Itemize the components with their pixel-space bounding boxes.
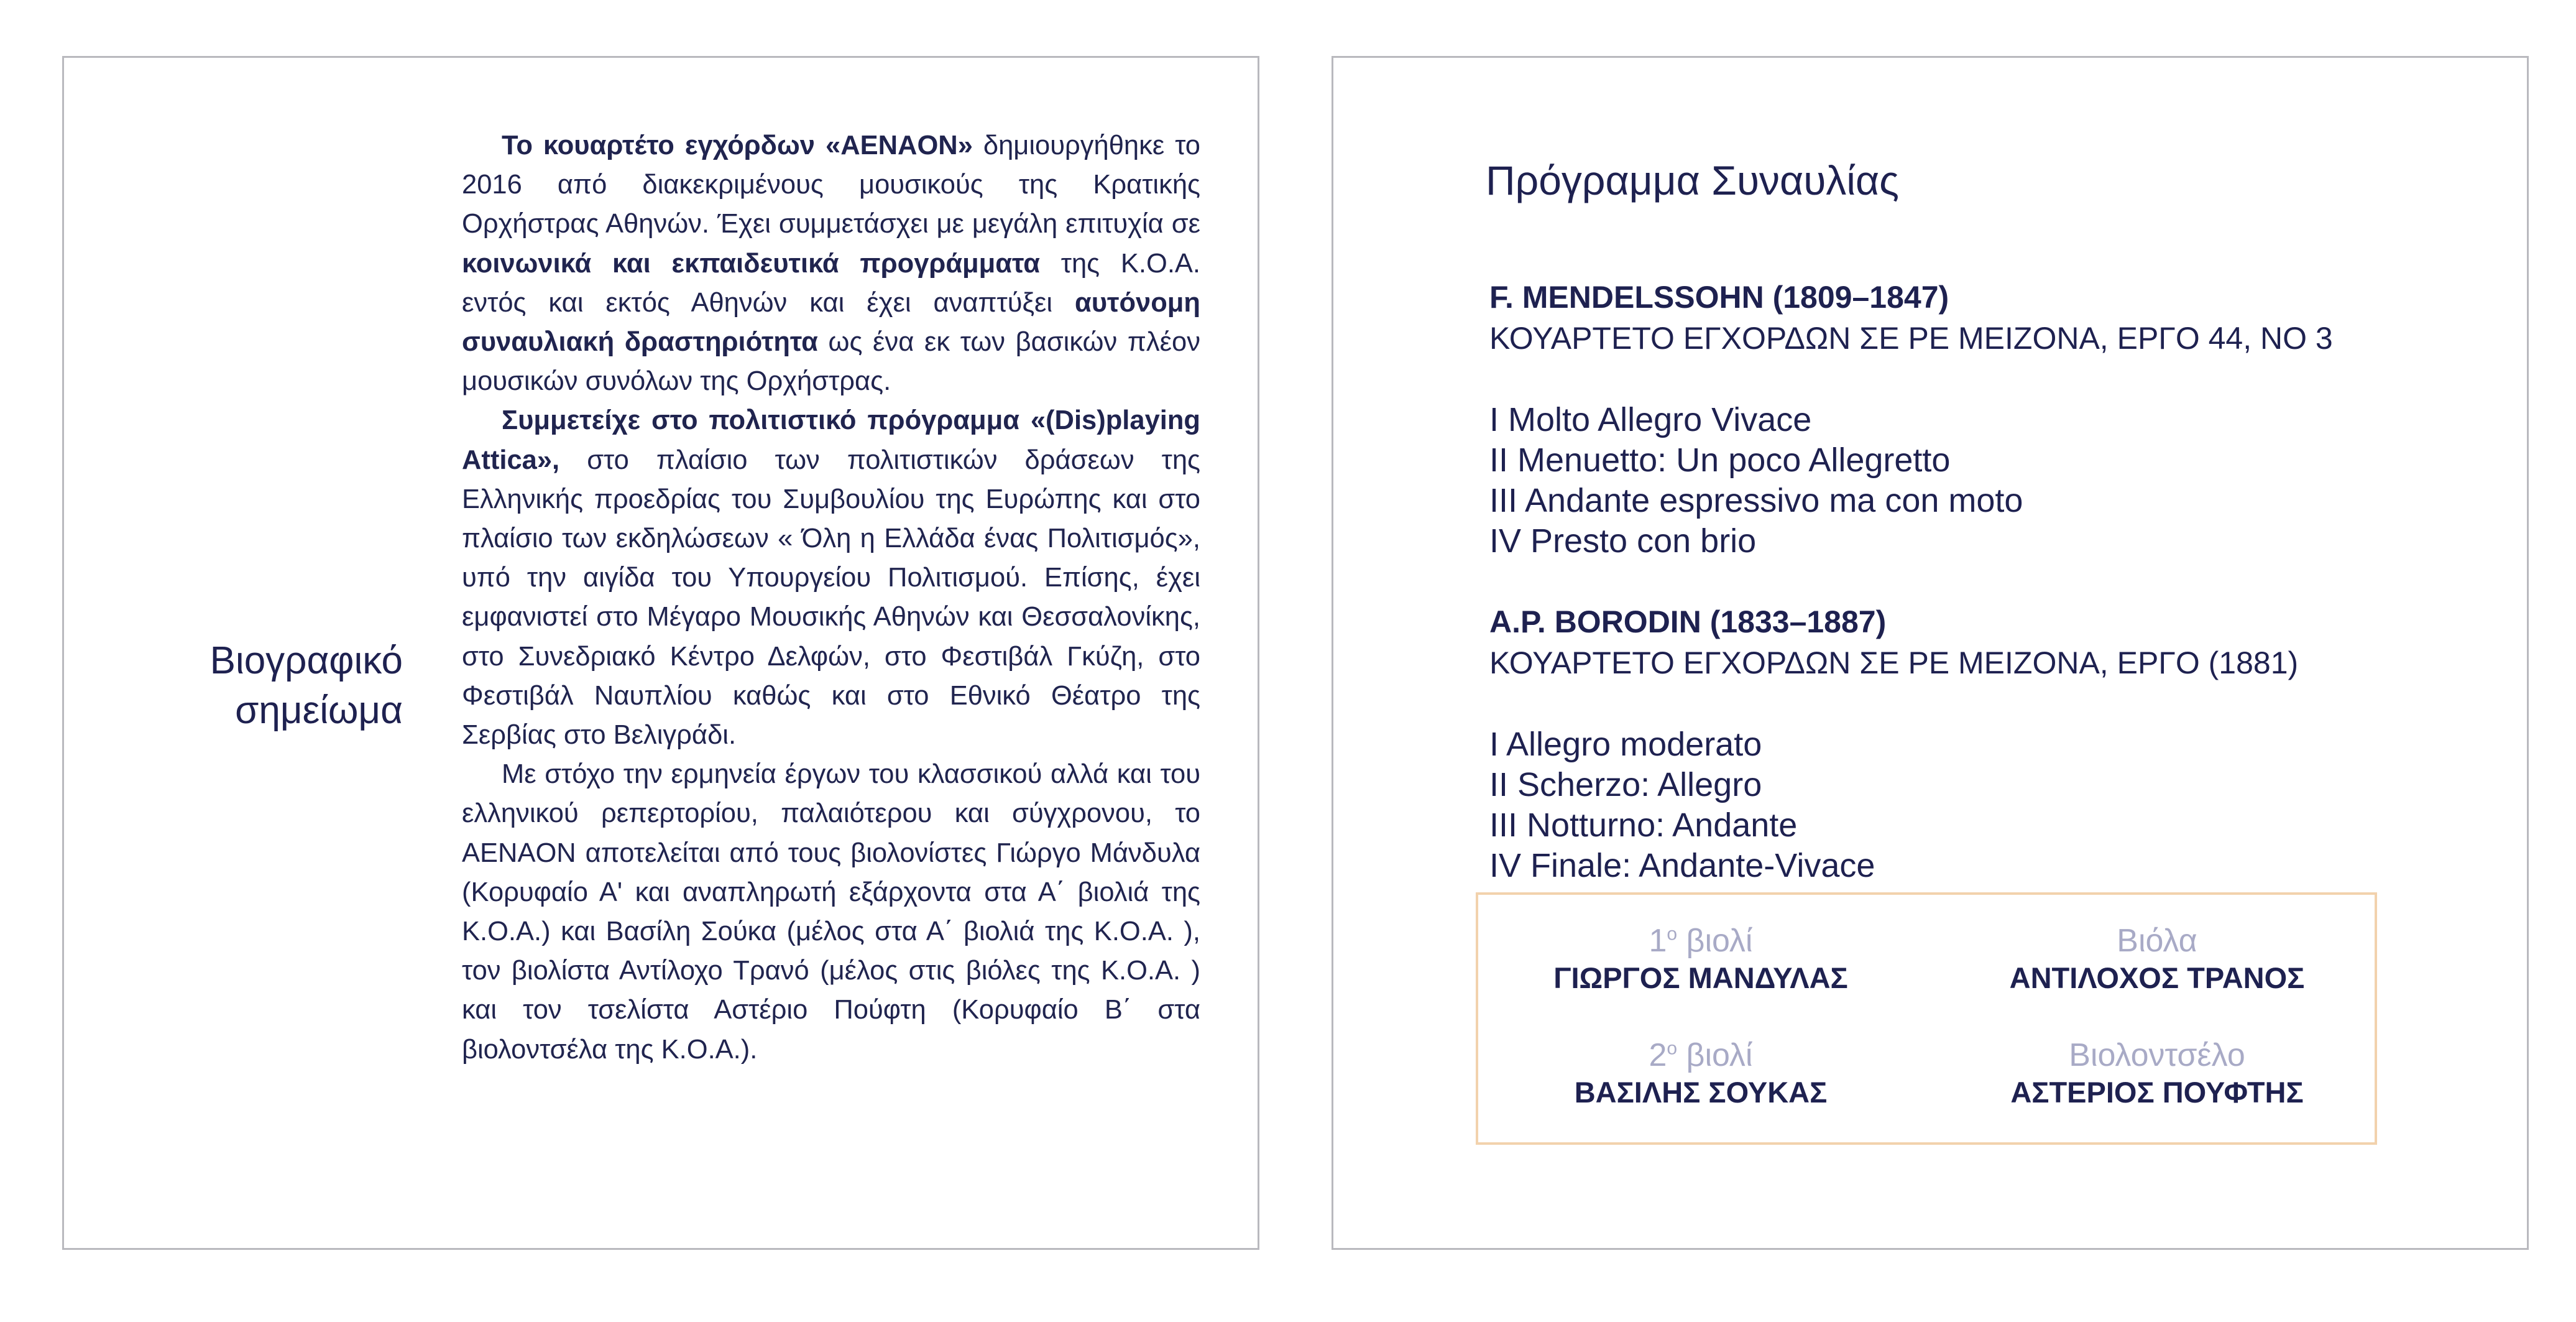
bio-p1-text-2: της Κ.Ο.Α. εντός και εκτός Αθηνών και έχει αναπτύξει bbox=[462, 248, 1200, 318]
composer: A.P. BORODIN (1833–1887) bbox=[1489, 604, 1887, 639]
bio-p2-bold-1: Συμμετείχε στο πολιτιστικό πρόγραμμα «(Dis)playing Attica», bbox=[462, 405, 1200, 475]
performer-role: Βιολοντσέλο bbox=[2069, 1037, 2245, 1073]
bio-p1-text-1: δημιουργήθηκε το 2016 από διακεκριμένους μουσικούς της Κρατικής Ορχήστρας Αθηνών. Έχει συμμετάσχει με μεγάλη επιτυχία σε bbox=[462, 131, 1200, 239]
bio-paragraph-3: Με στόχο την ερμηνεία έργων του κλασσικού αλλά και του ελληνικού ρεπερτορίου, παλαιότερου και σύγχρονου, το AENAON αποτελείται από τους βιολονίστες Γιώργο Μάνδυλα (Κορυφαίο Α' και αναπληρωτή εξάρχοντα στα Α΄ βιολιά της Κ.Ο.Α.) και Βασίλη Σούκα (μέλος στα Α΄ βιολιά της Κ.Ο.Α. ), τον βιολίστα Αντίλοχο Τρανό (μέλος στις βιόλες της Κ.Ο.Α. ) και τον τσελίστα Αστέριο Πούφτη (Κορυφαίο Β΄ στα βιολοντσέλα της Κ.Ο.Α.). bbox=[462, 759, 1200, 1065]
program-title: Πρόγραμμα Συναυλίας bbox=[1486, 157, 1899, 203]
role-superscript: ο bbox=[1667, 1038, 1678, 1059]
performer-name: ΒΑΣΙΛΗΣ ΣΟΥΚΑΣ bbox=[1574, 1076, 1828, 1109]
role-superscript: ο bbox=[1667, 923, 1678, 945]
role-label: βιολί bbox=[1677, 1037, 1753, 1073]
movement: II Scherzo: Allegro bbox=[1489, 766, 1762, 803]
bio-paragraph-2 bbox=[462, 401, 1200, 755]
movement: I Molto Allegro Vivace bbox=[1489, 401, 1812, 438]
work-mendelssohn bbox=[1489, 277, 2333, 562]
performer-name: ΑΝΤΙΛΟΧΟΣ ΤΡΑΝΟΣ bbox=[2009, 961, 2305, 994]
bio-heading bbox=[64, 636, 403, 736]
right-page bbox=[1332, 56, 2529, 1250]
role-number: 2 bbox=[1649, 1037, 1667, 1073]
bio-heading-line-2: σημείωμα bbox=[235, 689, 403, 732]
movement-list bbox=[1489, 724, 2298, 886]
bio-p1-bold-1: Το κουαρτέτο εγχόρδων «AENAON» bbox=[502, 131, 973, 160]
performer-name: ΑΣΤΕΡΙΟΣ ΠΟΥΦΤΗΣ bbox=[2010, 1076, 2304, 1109]
piece-title: ΚΟΥΑΡΤΕΤΟ ΕΓΧΟΡΔΩΝ ΣΕ ΡΕ ΜΕΙΖΟΝΑ, ΕΡΓΟ (1881) bbox=[1489, 645, 2299, 680]
movement: IV Finale: Andante-Vivace bbox=[1489, 847, 1875, 884]
movement: IV Presto con brio bbox=[1489, 522, 1757, 560]
bio-p2-text-1: στο πλαίσιο των πολιτιστικών δράσεων της Ελληνικής προεδρίας του Συμβουλίου της Ευρώπης και στο πλαίσιο των εκδηλώσεων « Όλη η Ελλάδα ένας Πολιτισμός», υπό την αιγίδα του Υπουργείου Πολιτισμού. Επίσης, έχει εμφανιστεί στο Μέγαρο Μουσικής Αθηνών και Θεσσαλονίκης, στο Συνεδριακό Κέντρο Δελφών, στο Φεστιβάλ Γκύζη, στο Φεστιβάλ Ναυπλίου καθώς και στο Εθνικό Θέατρο της Σερβίας στο Βελιγράδι. bbox=[462, 445, 1200, 751]
composer: F. MENDELSSOHN (1809–1847) bbox=[1489, 280, 1949, 315]
performer-first-violin bbox=[1514, 922, 1887, 997]
bio-p1-bold-3: αυτόνομη συναυλιακή δραστηριότητα bbox=[462, 287, 1200, 358]
performer-viola bbox=[1971, 922, 2344, 997]
performer-role bbox=[1514, 922, 1887, 959]
performers-box bbox=[1476, 892, 2377, 1145]
movement: II Menuetto: Un poco Allegretto bbox=[1489, 441, 1951, 479]
performer-second-violin bbox=[1514, 1037, 1887, 1111]
movement: III Andante espressivo ma con moto bbox=[1489, 482, 2023, 519]
bio-p1-text-3: ως ένα εκ των βασικών πλέον μουσικών συνόλων της Ορχήστρας. bbox=[462, 327, 1200, 397]
bio-paragraph-1 bbox=[462, 126, 1200, 401]
bio-heading-line-1: Βιογραφικό bbox=[209, 639, 403, 682]
piece-title: ΚΟΥΑΡΤΕΤΟ ΕΓΧΟΡΔΩΝ ΣΕ ΡΕ ΜΕΙΖΟΝΑ, ΕΡΓΟ 44, ΝΟ 3 bbox=[1489, 321, 2333, 356]
performer-name: ΓΙΩΡΓΟΣ ΜΑΝΔΥΛΑΣ bbox=[1553, 961, 1848, 994]
movement: III Notturno: Andante bbox=[1489, 807, 1798, 844]
role-label: βιολί bbox=[1677, 923, 1753, 959]
bio-p1-bold-2: κοινωνικά και εκπαιδευτικά προγράμματα bbox=[462, 248, 1040, 279]
movement-list bbox=[1489, 400, 2333, 562]
performer-cello bbox=[1971, 1037, 2344, 1111]
work-borodin bbox=[1489, 601, 2298, 886]
performer-role: Βιόλα bbox=[2117, 923, 2197, 959]
bio-text bbox=[462, 126, 1200, 1070]
movement: I Allegro moderato bbox=[1489, 726, 1762, 763]
performer-role bbox=[1514, 1037, 1887, 1074]
left-page bbox=[62, 56, 1259, 1250]
role-number: 1 bbox=[1649, 923, 1667, 959]
